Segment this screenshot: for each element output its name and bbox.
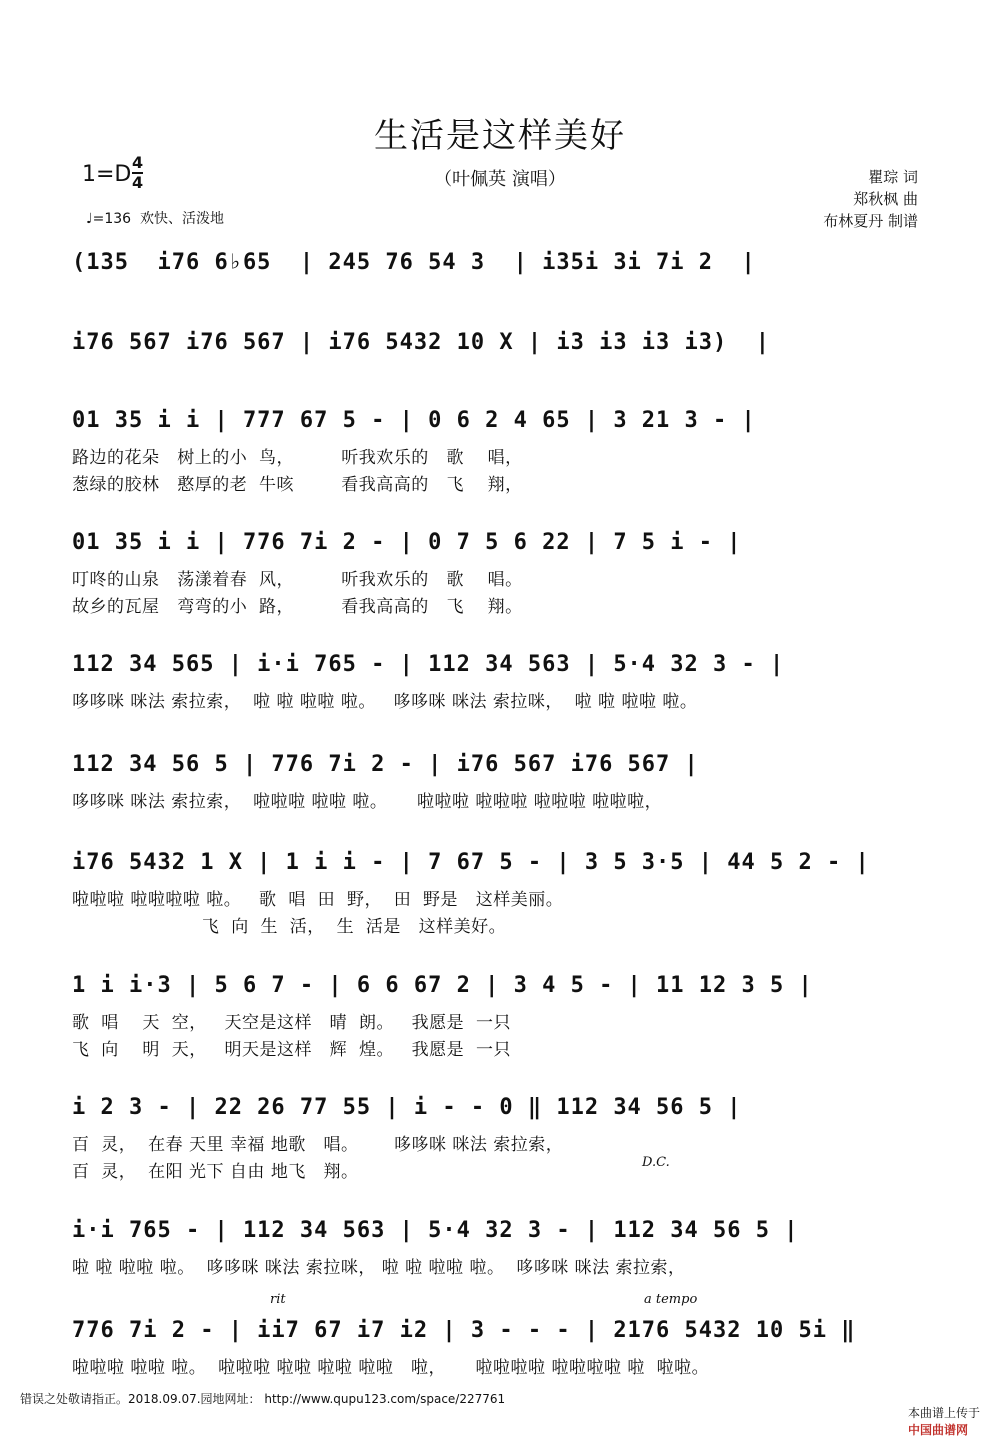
lyrics-verse-1: 啦啦啦 啦啦 啦。 啦啦啦 啦啦 啦啦 啦啦 啦， 啦啦啦啦 啦啦啦啦 啦 啦啦。 xyxy=(72,1358,710,1378)
score-row xyxy=(72,330,932,355)
score-row xyxy=(72,1218,932,1278)
score-row xyxy=(72,530,932,617)
notes-line: i·i 765 - | 112 34 563 | 5·4 32 3 - | 112 34 56 5 | xyxy=(72,1218,799,1243)
footer-upload xyxy=(900,1390,980,1438)
lyrics-verse-1: 哆哆咪 咪法 索拉索， 啦 啦 啦啦 啦。 哆哆咪 咪法 索拉咪， 啦 啦 啦啦 啦。 xyxy=(72,692,698,712)
dc-marking: D.C. xyxy=(642,1155,670,1170)
notes-line: 1 i i·3 | 5 6 7 - | 6 6 67 2 | 3 4 5 - | 11 12 3 5 | xyxy=(72,973,813,998)
notes-line: 112 34 565 | i·i 765 - | 112 34 563 | 5·4 32 3 - | xyxy=(72,652,785,677)
notes-line: i 2 3 - | 22 26 77 55 | i - - 0 ‖ 112 34 56 5 | xyxy=(72,1095,742,1120)
performer: （叶佩英 演唱） xyxy=(434,169,566,190)
lyrics-verse-2: 故乡的瓦屋 弯弯的小 路， 看我高高的 飞 翔。 xyxy=(72,597,523,617)
lyrics-verse-1: 啦啦啦 啦啦啦啦 啦。 歌 唱 田 野， 田 野是 这样美丽。 xyxy=(72,890,564,910)
notes-line: 01 35 i i | 777 67 5 - | 0 6 2 4 65 | 3 21 3 - | xyxy=(72,408,756,433)
lyrics-verse-1: 啦 啦 啦啦 啦。 哆哆咪 咪法 索拉咪， 啦 啦 啦啦 啦。 哆哆咪 咪法 索拉索， xyxy=(72,1258,686,1278)
a-tempo-marking: a tempo xyxy=(644,1292,698,1307)
lyrics-verse-2: 飞 向 明 天， 明天是这样 辉 煌。 我愿是 一只 xyxy=(72,1040,511,1060)
score-row xyxy=(72,752,932,812)
rit-marking: rit xyxy=(270,1292,286,1307)
notes-line: i76 567 i76 567 | i76 5432 10 X | i3 i3 i3 i3) | xyxy=(72,330,771,355)
arranger: 布林夏丹 制谱 xyxy=(823,212,918,230)
site-logo: 中国曲谱网 xyxy=(907,1423,968,1437)
score-row xyxy=(72,652,932,712)
key-signature: 1=D xyxy=(82,162,132,187)
footer-note: 错误之处敬请指正。2018.09.07.园地网址： http://www.qupu123.com/space/227761 xyxy=(20,1392,506,1406)
score-row xyxy=(72,1095,932,1182)
notes-line: 01 35 i i | 776 7i 2 - | 0 7 5 6 22 | 7 5 i - | xyxy=(72,530,742,555)
lyrics-verse-1: 歌 唱 天 空， 天空是这样 晴 朗。 我愿是 一只 xyxy=(72,1013,511,1033)
lyrics-verse-2: 百 灵， 在阳 光下 自由 地飞 翔。 xyxy=(72,1162,359,1182)
score-row xyxy=(72,850,932,937)
lyrics-verse-1: 哆哆咪 咪法 索拉索， 啦啦啦 啦啦 啦。 啦啦啦 啦啦啦 啦啦啦 啦啦啦， xyxy=(72,792,663,812)
time-signature-top: 4 xyxy=(132,153,144,172)
lyricist: 瞿琮 词 xyxy=(868,168,918,186)
lyrics-verse-1: 路边的花朵 树上的小 鸟， 听我欢乐的 歌 唱， xyxy=(72,448,523,468)
notes-line: (135 i76 6♭65 | 245 76 54 3 | i35i 3i 7i 2 | xyxy=(72,250,756,275)
time-signature-bottom: 4 xyxy=(132,173,144,192)
notes-line: 112 34 56 5 | 776 7i 2 - | i76 567 i76 567 | xyxy=(72,752,699,777)
score-row xyxy=(72,250,932,275)
tempo-marking: ♩=136 欢快、活泼地 xyxy=(86,211,224,227)
notes-line: 776 7i 2 - | ii7 67 i7 i2 | 3 - - - | 2176 5432 10 5i ‖ xyxy=(72,1318,856,1343)
score-row xyxy=(72,973,932,1060)
score-row xyxy=(72,408,932,495)
song-title: 生活是这样美好 xyxy=(374,116,626,156)
lyrics-verse-2: 葱绿的胶林 憨厚的老 牛咳 看我高高的 飞 翔， xyxy=(72,475,523,495)
footer-upload-text: 本曲谱上传于 xyxy=(907,1406,980,1420)
lyrics-verse-1: 叮咚的山泉 荡漾着春 风， 听我欢乐的 歌 唱。 xyxy=(72,570,523,590)
notes-line: i76 5432 1 X | 1 i i - | 7 67 5 - | 3 5 3·5 | 44 5 2 - | xyxy=(72,850,870,875)
score-row xyxy=(72,1292,932,1378)
composer: 郑秋枫 曲 xyxy=(853,190,918,208)
lyrics-verse-1: 百 灵， 在春 天里 幸福 地歌 唱。 哆哆咪 咪法 索拉索， xyxy=(72,1135,564,1155)
lyrics-verse-2: 飞 向 生 活， 生 活是 这样美好。 xyxy=(72,917,507,937)
